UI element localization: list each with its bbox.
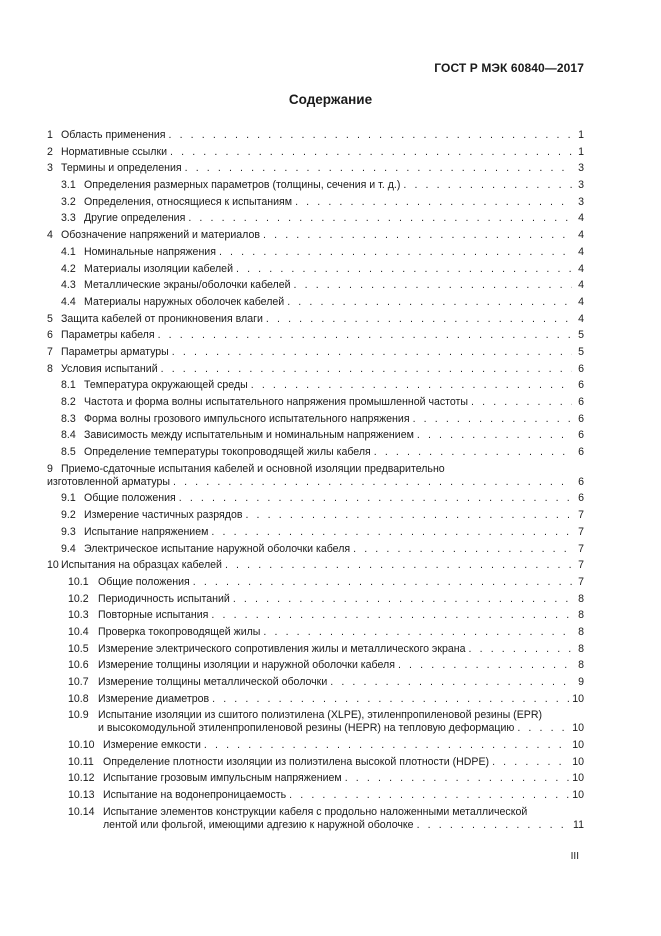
toc-entry[interactable] [61, 446, 584, 459]
toc-entry[interactable] [68, 643, 584, 656]
toc-entry-number: 10.5 [68, 642, 89, 655]
toc-entry-title: Периодичность испытаний [98, 592, 230, 605]
toc-entry-title: Определения размерных параметров (толщины, сечения и т. д.) [84, 179, 401, 192]
dot-leader [233, 593, 572, 606]
toc-entry-page: 10 [572, 772, 584, 785]
toc-entry-page: 10 [572, 789, 584, 802]
toc-entry[interactable] [61, 509, 584, 522]
toc-entry-page: 7 [578, 542, 584, 555]
toc-entry-number: 8.5 [61, 446, 76, 459]
toc-entry-number: 10.9 [68, 709, 89, 722]
dot-leader [204, 739, 569, 752]
toc-entry-title: Испытание изоляции из сшитого полиэтилена (XLPE), этиленпропиленовой резины (EPR) [98, 709, 543, 722]
toc-entry-title: Измерение частичных разрядов [84, 509, 243, 522]
dot-leader [168, 129, 572, 142]
toc-entry-number: 2 [47, 145, 53, 158]
toc-entry-page: 3 [578, 195, 584, 208]
toc-entry-page: 4 [578, 312, 584, 325]
toc-entry[interactable] [47, 329, 584, 342]
toc-entry-page: 5 [578, 345, 584, 358]
toc-entry[interactable] [68, 609, 584, 622]
toc-entry-title-continued: лентой или фольгой, имеющими адгезию к наружной оболочке [103, 818, 414, 831]
toc-entry[interactable] [61, 279, 584, 292]
toc-entry-title: Параметры арматуры [61, 345, 169, 358]
toc-entry-number: 10.14 [68, 805, 95, 818]
toc-entry[interactable] [47, 313, 584, 326]
dot-leader [403, 179, 572, 192]
dot-leader [330, 676, 572, 689]
toc-entry-title: Материалы изоляции кабелей [84, 262, 233, 275]
toc-entry[interactable] [68, 576, 584, 589]
toc-entry-title: Определение плотности изоляции из полиэтилена высокой плотности (HDPE) [103, 755, 490, 768]
toc-entry[interactable] [68, 739, 584, 752]
toc-entry-page: 8 [578, 592, 584, 605]
dot-leader [225, 559, 572, 572]
toc-entry-page: 4 [578, 279, 584, 292]
toc-entry-title: Определения, относящиеся к испытаниям [84, 195, 293, 208]
dot-leader [158, 329, 572, 342]
toc-entry-page: 8 [578, 625, 584, 638]
dot-leader [185, 162, 572, 175]
toc-entry[interactable] [68, 772, 584, 785]
dot-leader [173, 476, 572, 489]
toc-entry-title-continued: изготовленной арматуры [47, 475, 170, 488]
toc-entry[interactable] [61, 526, 584, 539]
toc-entry-title: Защита кабелей от проникновения влаги [61, 312, 263, 325]
toc-entry-number: 8.4 [61, 429, 76, 442]
toc-entry-page: 3 [578, 162, 584, 175]
dot-leader [492, 756, 569, 769]
toc-entry-number: 10.11 [68, 755, 94, 768]
toc-entry-number: 10.4 [68, 625, 89, 638]
toc-entry[interactable] [47, 129, 584, 142]
toc-entry[interactable] [47, 146, 584, 159]
toc-entry[interactable] [61, 263, 584, 276]
toc-entry-title: Приемо-сдаточные испытания кабелей и основной изоляции предварительно [61, 462, 445, 475]
toc-entry-number: 9.3 [61, 525, 76, 538]
dot-leader [417, 819, 570, 832]
toc-entry[interactable] [68, 693, 584, 706]
toc-entry-number: 10.3 [68, 609, 89, 622]
toc-entry[interactable] [61, 379, 584, 392]
toc-entry-title: Частота и форма волны испытательного напряжения промышленной частоты [84, 396, 469, 408]
toc-entry-title: Испытание на водонепроницаемость [103, 789, 287, 802]
dot-leader [417, 429, 572, 442]
toc-entry[interactable] [47, 229, 584, 242]
toc-entry-page: 8 [578, 609, 584, 622]
toc-entry-page: 6 [578, 362, 584, 375]
toc-entry-page: 6 [578, 446, 584, 459]
toc-entry-title: Повторные испытания [98, 609, 209, 622]
toc-entry-page: 8 [578, 642, 584, 655]
toc-entry-number: 3.2 [61, 195, 76, 208]
toc-entry[interactable] [61, 492, 584, 505]
dot-leader [517, 722, 569, 735]
toc-entry-title: Испытание грозовым импульсным напряжением [103, 772, 342, 785]
dot-leader [161, 363, 572, 376]
toc-entry-title: Нормативные ссылки [61, 145, 168, 158]
toc-entry-number: 1 [47, 129, 53, 141]
toc-entry-title: Испытание элементов конструкции кабеля с продольно наложенными металлической [103, 805, 528, 818]
toc-entry-number: 4.1 [61, 245, 76, 258]
toc-entry-page: 9 [578, 676, 584, 688]
dot-leader [251, 379, 572, 392]
dot-leader [193, 576, 572, 589]
toc-entry-page: 4 [578, 229, 584, 242]
dot-leader [345, 772, 569, 785]
toc-entry[interactable] [61, 396, 584, 409]
toc-entry[interactable] [61, 196, 584, 209]
toc-entry-page: 6 [578, 396, 584, 408]
dot-leader [398, 659, 572, 672]
toc-entry-title: Проверка токопроводящей жилы [98, 625, 261, 638]
dot-leader [353, 543, 572, 556]
toc-entry-page: 7 [578, 509, 584, 522]
toc-entry-page: 6 [578, 379, 584, 392]
toc-entry-title: Зависимость между испытательным и номинальным напряжением [84, 429, 414, 442]
toc-entry-number: 4 [47, 229, 53, 242]
table-of-contents [47, 129, 584, 836]
toc-entry[interactable] [47, 162, 584, 175]
toc-entry-page: 8 [578, 659, 584, 672]
toc-entry-number: 3.1 [61, 179, 76, 192]
dot-leader [179, 492, 572, 505]
toc-entry-title: Обозначение напряжений и материалов [61, 229, 261, 242]
toc-entry-title: Другие определения [84, 212, 186, 225]
toc-entry[interactable] [68, 626, 584, 639]
toc-entry-page: 10 [572, 692, 584, 705]
toc-entry-number: 10.13 [68, 789, 95, 802]
toc-entry-title: Измерение диаметров [98, 692, 210, 705]
dot-leader [289, 789, 569, 802]
toc-entry[interactable] [47, 363, 584, 376]
toc-entry-page: 10 [572, 722, 584, 735]
toc-entry[interactable] [61, 246, 584, 259]
toc-entry-page: 4 [578, 262, 584, 275]
toc-entry-number: 9.1 [61, 492, 76, 505]
toc-entry[interactable] [61, 413, 584, 426]
toc-entry-page: 7 [578, 575, 584, 588]
toc-entry-page: 3 [578, 179, 584, 192]
toc-entry-number: 10.8 [68, 692, 89, 705]
toc-entry[interactable] [68, 593, 584, 606]
toc-entry-page: 6 [578, 429, 584, 442]
toc-entry[interactable] [47, 346, 584, 359]
dot-leader [471, 396, 572, 409]
toc-entry-title: Определение температуры токопроводящей жилы кабеля [84, 446, 371, 459]
dot-leader [236, 263, 572, 276]
toc-entry-number: 9 [47, 462, 53, 475]
toc-entry[interactable] [68, 659, 584, 672]
toc-entry-number: 10.10 [68, 739, 95, 752]
toc-entry-number: 10.12 [68, 772, 95, 785]
toc-entry-number: 10.6 [68, 659, 89, 672]
toc-entry-title: Испытание напряжением [84, 525, 209, 538]
page-number: III [570, 851, 579, 862]
toc-entry-number: 8.3 [61, 412, 76, 425]
toc-entry-number: 9.4 [61, 542, 76, 555]
toc-entry-number: 4.2 [61, 262, 76, 275]
toc-entry-page: 6 [578, 412, 584, 425]
toc-entry[interactable] [61, 212, 584, 225]
toc-entry-title: Измерение электрического сопротивления жилы и металлического экрана [98, 642, 466, 655]
toc-entry-title: Термины и определения [61, 162, 182, 175]
toc-entry-page: 4 [578, 245, 584, 258]
toc-entry[interactable] [61, 429, 584, 442]
toc-entry-title: Форма волны грозового импульсного испытательного напряжения [84, 412, 410, 425]
toc-entry-page: 5 [578, 329, 584, 342]
toc-entry-page: 11 [573, 818, 584, 831]
dot-leader [287, 296, 572, 309]
toc-entry-title: Условия испытаний [61, 362, 158, 375]
toc-entry-title: Электрическое испытание наружной оболочки кабеля [84, 542, 351, 555]
dot-leader [295, 196, 572, 209]
toc-entry-page: 1 [578, 129, 584, 141]
dot-leader [188, 212, 572, 225]
toc-entry-title: Измерение емкости [103, 739, 201, 752]
toc-entry-number: 10.1 [68, 575, 89, 588]
toc-entry-title: Область применения [61, 129, 166, 141]
toc-entry[interactable] [47, 559, 584, 572]
toc-entry-page: 10 [572, 739, 584, 752]
dot-leader [266, 313, 572, 326]
toc-entry-title-continued: и высокомодульной этиленпропиленовой резины (HEPR) на тепловую деформацию [98, 722, 515, 735]
dot-leader [211, 609, 572, 622]
dot-leader [263, 626, 572, 639]
toc-entry-number: 10.2 [68, 592, 89, 605]
toc-entry-title: Испытания на образцах кабелей [61, 559, 222, 572]
dot-leader [170, 146, 572, 159]
toc-entry-title: Материалы наружных оболочек кабелей [84, 295, 285, 308]
toc-entry-number: 9.2 [61, 509, 76, 522]
toc-entry-number: 8.2 [61, 396, 76, 408]
dot-leader [469, 643, 572, 656]
toc-entry-number: 8 [47, 362, 53, 375]
dot-leader [374, 446, 572, 459]
toc-entry[interactable] [68, 806, 584, 832]
toc-entry[interactable] [61, 543, 584, 556]
toc-entry[interactable] [61, 296, 584, 309]
toc-entry[interactable] [68, 676, 584, 689]
toc-entry-number: 10.7 [68, 676, 89, 688]
dot-leader [212, 693, 569, 706]
toc-entry-title: Общие положения [98, 575, 190, 588]
toc-entry-page: 4 [578, 212, 584, 225]
toc-entry-title: Измерение толщины изоляции и наружной оболочки кабеля [98, 659, 395, 672]
toc-entry-number: 4.3 [61, 279, 76, 292]
toc-entry-title: Измерение толщины металлической оболочки [98, 676, 328, 688]
toc-entry[interactable] [47, 463, 584, 489]
toc-entry[interactable] [68, 709, 584, 735]
toc-entry[interactable] [68, 756, 584, 769]
toc-entry[interactable] [68, 789, 584, 802]
toc-entry-number: 10 [47, 559, 59, 572]
toc-entry-title: Параметры кабеля [61, 329, 155, 342]
toc-entry-number: 4.4 [61, 295, 76, 308]
toc-entry-page: 6 [578, 492, 584, 505]
toc-entry-page: 7 [578, 559, 584, 572]
dot-leader [211, 526, 572, 539]
toc-entry-title: Металлические экраны/оболочки кабелей [84, 279, 291, 292]
toc-entry-number: 7 [47, 345, 53, 358]
toc-entry-page: 4 [578, 295, 584, 308]
toc-entry-page: 10 [572, 755, 584, 768]
dot-leader [219, 246, 572, 259]
toc-entry-number: 3 [47, 162, 53, 175]
toc-entry-title: Общие положения [84, 492, 176, 505]
page-title: Содержание [288, 92, 373, 107]
dot-leader [245, 509, 572, 522]
toc-entry-page: 1 [578, 145, 584, 158]
dot-leader [172, 346, 572, 359]
document-code: ГОСТ Р МЭК 60840—2017 [434, 61, 584, 75]
toc-entry-number: 5 [47, 312, 53, 325]
dot-leader [263, 229, 572, 242]
toc-entry[interactable] [61, 179, 584, 192]
toc-entry-number: 3.3 [61, 212, 76, 225]
toc-entry-number: 6 [47, 329, 53, 342]
toc-entry-page: 6 [578, 475, 584, 488]
toc-entry-title: Температура окружающей среды [84, 379, 248, 392]
toc-entry-number: 8.1 [61, 379, 76, 392]
dot-leader [413, 413, 572, 426]
toc-entry-page: 7 [578, 525, 584, 538]
dot-leader [294, 279, 572, 292]
toc-entry-title: Номинальные напряжения [84, 245, 216, 258]
